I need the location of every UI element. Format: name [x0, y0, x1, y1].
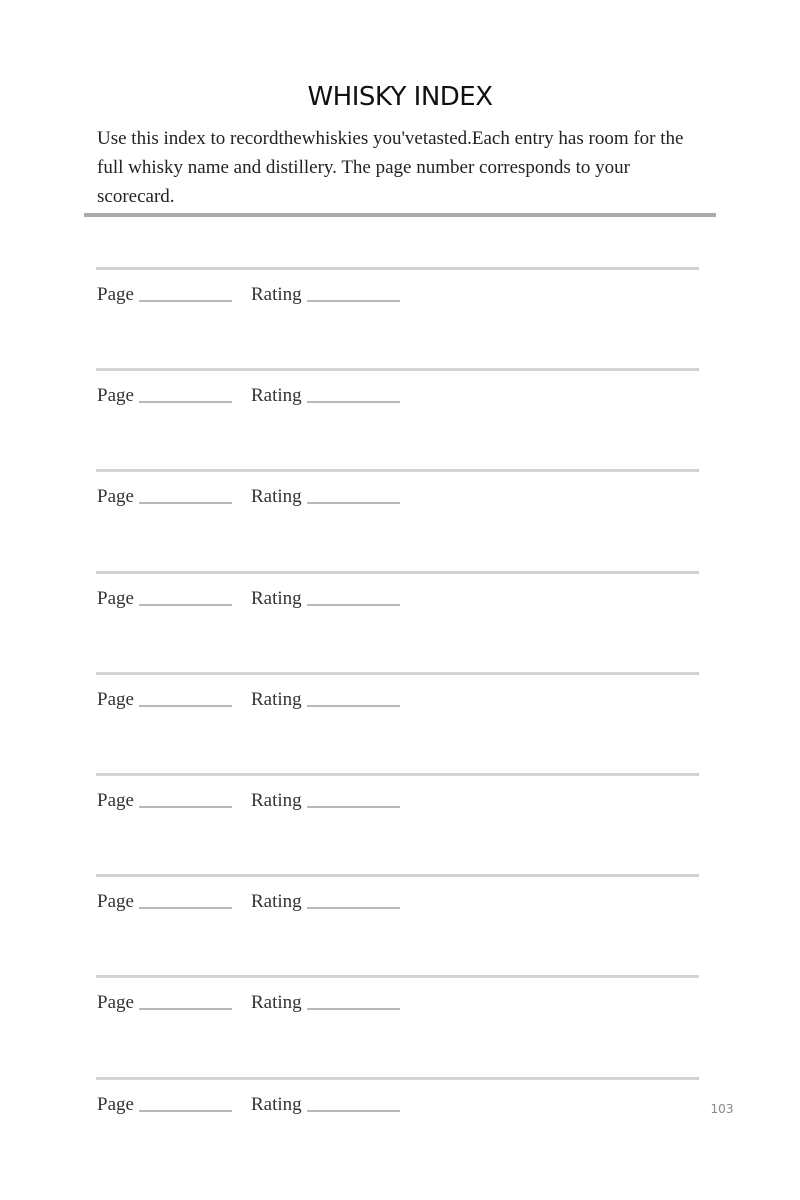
page-blank[interactable]: [139, 907, 232, 909]
page-label: Page: [97, 284, 134, 305]
page-title: WHISKY INDEX: [307, 82, 493, 112]
page-field: [97, 688, 232, 712]
index-entry: [96, 267, 699, 368]
rating-field: [251, 688, 400, 712]
entry-name-line[interactable]: [96, 1077, 699, 1080]
index-entry: [96, 368, 699, 469]
page-label: Page: [97, 891, 134, 912]
index-entry: [96, 975, 699, 1076]
entry-name-line[interactable]: [96, 368, 699, 371]
page-number: 103: [710, 1102, 734, 1116]
rating-blank[interactable]: [307, 604, 400, 606]
page-blank[interactable]: [139, 401, 232, 403]
entry-name-line[interactable]: [96, 469, 699, 472]
page-field: [97, 1093, 232, 1117]
index-entry: [96, 672, 699, 773]
index-entry: [96, 874, 699, 975]
rating-field: [251, 283, 400, 307]
rating-field: [251, 1093, 400, 1117]
rating-field: [251, 485, 400, 509]
index-entry: [96, 571, 699, 672]
page-field: [97, 283, 232, 307]
page-label: Page: [97, 385, 134, 406]
rating-label: Rating: [251, 992, 302, 1013]
index-entry: [96, 773, 699, 874]
page-label: Page: [97, 689, 134, 710]
entry-name-line[interactable]: [96, 773, 699, 776]
rating-label: Rating: [251, 891, 302, 912]
rating-label: Rating: [251, 486, 302, 507]
page-label: Page: [97, 992, 134, 1013]
rating-blank[interactable]: [307, 300, 400, 302]
entry-name-line[interactable]: [96, 267, 699, 270]
rating-blank[interactable]: [307, 1008, 400, 1010]
rating-label: Rating: [251, 790, 302, 811]
page-field: [97, 789, 232, 813]
entry-name-line[interactable]: [96, 571, 699, 574]
rating-label: Rating: [251, 385, 302, 406]
rating-field: [251, 384, 400, 408]
page-field: [97, 991, 232, 1015]
rating-label: Rating: [251, 588, 302, 609]
page-label: Page: [97, 486, 134, 507]
page-field: [97, 890, 232, 914]
rating-blank[interactable]: [307, 705, 400, 707]
page-label: Page: [97, 1094, 134, 1115]
rating-blank[interactable]: [307, 907, 400, 909]
page-blank[interactable]: [139, 300, 232, 302]
header-divider: [84, 213, 716, 217]
page-blank[interactable]: [139, 1008, 232, 1010]
rating-field: [251, 789, 400, 813]
entry-name-line[interactable]: [96, 874, 699, 877]
rating-blank[interactable]: [307, 502, 400, 504]
rating-blank[interactable]: [307, 1110, 400, 1112]
entry-name-line[interactable]: [96, 672, 699, 675]
intro-text: Use this index to recordthewhiskies you'vetasted.Each entry has room for the full whisky name and distillery. The page number corresponds to your scorecard.: [97, 128, 684, 207]
index-entry: [96, 1077, 699, 1178]
page-blank[interactable]: [139, 1110, 232, 1112]
page-field: [97, 384, 232, 408]
rating-blank[interactable]: [307, 401, 400, 403]
rating-field: [251, 587, 400, 611]
page-field: [97, 587, 232, 611]
page-label: Page: [97, 588, 134, 609]
rating-label: Rating: [251, 689, 302, 710]
rating-field: [251, 991, 400, 1015]
rating-blank[interactable]: [307, 806, 400, 808]
page-blank[interactable]: [139, 806, 232, 808]
rating-field: [251, 890, 400, 914]
page-label: Page: [97, 790, 134, 811]
page-blank[interactable]: [139, 705, 232, 707]
entry-name-line[interactable]: [96, 975, 699, 978]
page-blank[interactable]: [139, 604, 232, 606]
page-field: [97, 485, 232, 509]
rating-label: Rating: [251, 1094, 302, 1115]
rating-label: Rating: [251, 284, 302, 305]
index-entry: [96, 469, 699, 570]
page-blank[interactable]: [139, 502, 232, 504]
